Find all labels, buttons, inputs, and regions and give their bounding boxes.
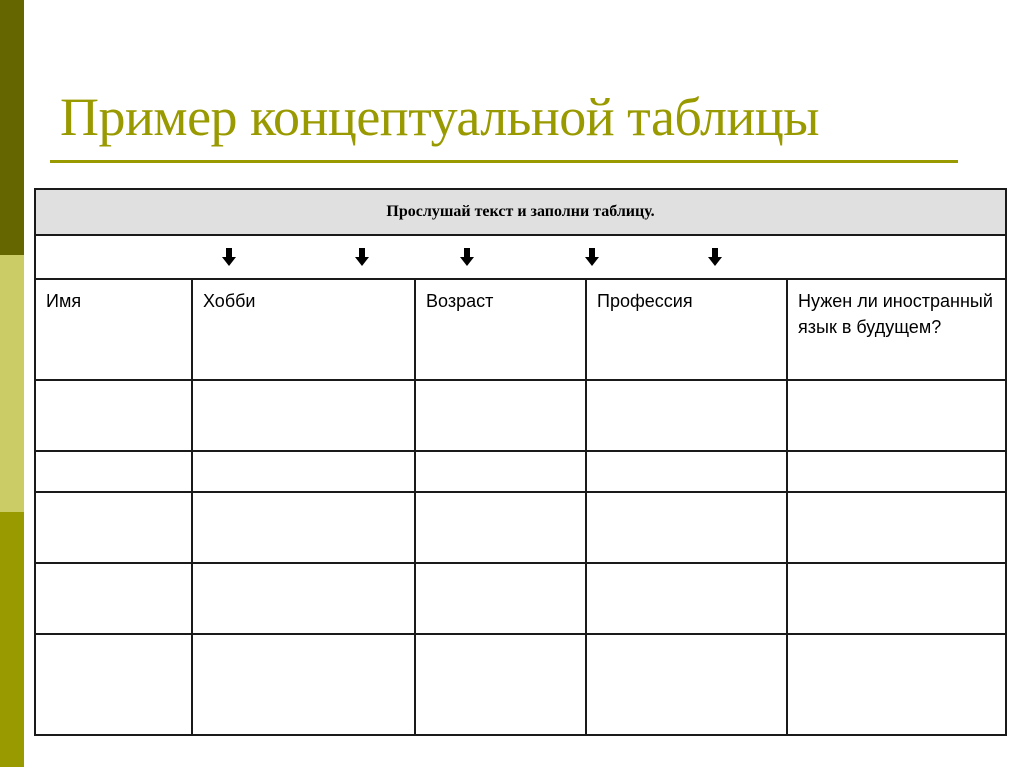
table-cell[interactable] [787, 634, 1006, 735]
arrow-down-icon [221, 248, 237, 266]
column-header-hobby: Хобби [192, 279, 415, 380]
column-header-foreign-language: Нужен ли иностранный язык в будущем? [787, 279, 1006, 380]
table-cell[interactable] [586, 634, 787, 735]
table-row [35, 563, 1006, 634]
table-cell[interactable] [192, 563, 415, 634]
column-header-name: Имя [35, 279, 192, 380]
instruction-text: Прослушай текст и заполни таблицу. [386, 203, 655, 220]
sidebar-band-bottom [0, 512, 24, 767]
table-cell[interactable] [415, 492, 586, 563]
table-row [35, 380, 1006, 451]
table-cell[interactable] [415, 634, 586, 735]
arrow-down-icon [707, 248, 723, 266]
table-cell[interactable] [35, 563, 192, 634]
arrow-down-icon [459, 248, 475, 266]
table-cell[interactable] [586, 492, 787, 563]
table-cell[interactable] [787, 380, 1006, 451]
table-cell[interactable] [35, 451, 192, 492]
table-cell[interactable] [192, 451, 415, 492]
table-cell[interactable] [35, 492, 192, 563]
table-cell[interactable] [192, 492, 415, 563]
concept-table [34, 188, 1007, 736]
table-cell[interactable] [787, 563, 1006, 634]
instruction-cell [35, 189, 1006, 235]
arrow-down-icon [584, 248, 600, 266]
table-cell[interactable] [586, 563, 787, 634]
sidebar-band-top [0, 0, 24, 255]
arrow-cell [35, 235, 1006, 279]
decorative-sidebar [0, 0, 24, 767]
slide-title: Пример концептуальной таблицы [60, 87, 820, 147]
table-cell[interactable] [415, 451, 586, 492]
table-cell[interactable] [787, 492, 1006, 563]
sidebar-band-middle [0, 255, 24, 512]
column-header-row [35, 279, 1006, 380]
table-cell[interactable] [586, 451, 787, 492]
table-cell[interactable] [192, 380, 415, 451]
table-row [35, 451, 1006, 492]
arrow-down-icon [354, 248, 370, 266]
table-cell[interactable] [586, 380, 787, 451]
table-row [35, 634, 1006, 735]
instruction-row [35, 189, 1006, 235]
arrow-row [35, 235, 1006, 279]
title-underline [50, 160, 958, 163]
table-cell[interactable] [415, 563, 586, 634]
table-row [35, 492, 1006, 563]
column-header-age: Возраст [415, 279, 586, 380]
column-header-profession: Профессия [586, 279, 787, 380]
table-cell[interactable] [35, 634, 192, 735]
table-cell[interactable] [787, 451, 1006, 492]
table-cell[interactable] [35, 380, 192, 451]
table-cell[interactable] [415, 380, 586, 451]
table-cell[interactable] [192, 634, 415, 735]
